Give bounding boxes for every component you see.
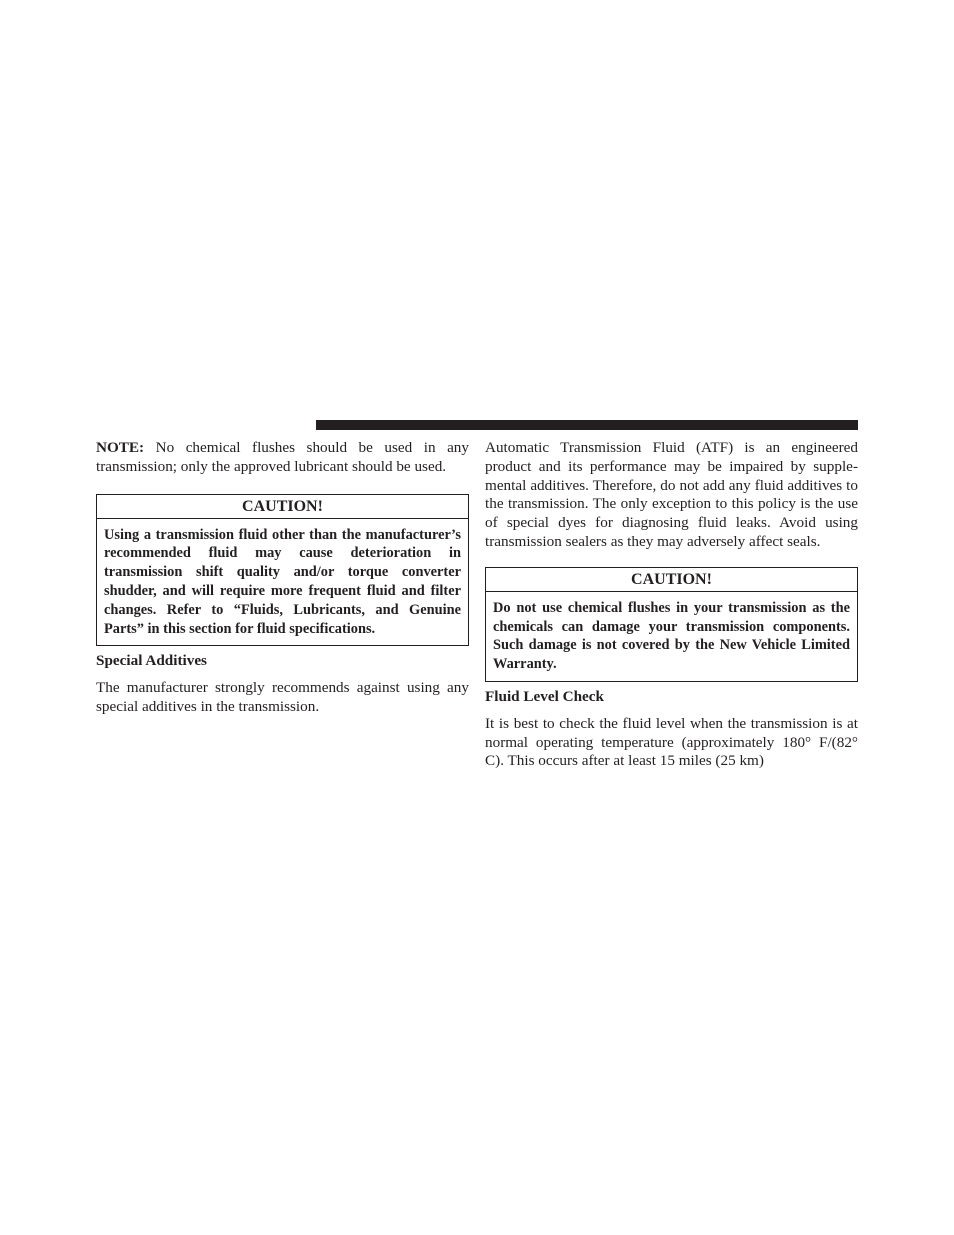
caution-title: CAUTION!	[486, 568, 857, 592]
left-column	[96, 437, 469, 717]
special-additives-paragraph: The manufacturer strongly recommends against using any special additives in the transmission.	[96, 679, 469, 715]
note-text: No chemical flushes should be used in any transmission; only the approved lubricant should be used.	[96, 439, 469, 475]
section-header-rule	[316, 420, 858, 430]
right-column	[485, 437, 858, 771]
special-additives-heading: Special Additives	[96, 652, 207, 670]
fluid-level-check-paragraph: It is best to check the fluid level when the transmission is at normal operating temperature (approximately 180° F/(82° C). This occurs after at least 15 miles (25 km)	[485, 714, 858, 770]
note-paragraph	[96, 439, 469, 477]
note-label: NOTE:	[96, 439, 145, 456]
caution-box-chemical-flushes	[485, 567, 858, 682]
caution-text: Do not use chemical flushes in your transmission as the chemicals can damage your transmission components. Such damage is not covered by the New Vehicle Limited Warranty.	[493, 599, 850, 673]
fluid-level-check-heading: Fluid Level Check	[485, 687, 604, 705]
atf-paragraph: Automatic Transmission Fluid (ATF) is an engineered product and its performance may be impaired by supplemental additives. Therefore, do not add any fluid additives to the transmission. The only exception to this policy is the use of special dyes for diagnosing fluid leaks. Avoid using transmission sealers as they may adversely affect seals.	[485, 439, 858, 550]
caution-title: CAUTION!	[97, 495, 468, 519]
caution-box-transmission-fluid	[96, 494, 469, 647]
caution-text: Using a transmission fluid other than the manufacturer’s recommended fluid may cause deterioration in transmission shift quality and/or torque converter shudder, and will require more frequent fluid and filter changes. Refer to “Fluids, Lubricants, and Genuine Parts” in this section for fluid specifications.	[104, 526, 461, 637]
